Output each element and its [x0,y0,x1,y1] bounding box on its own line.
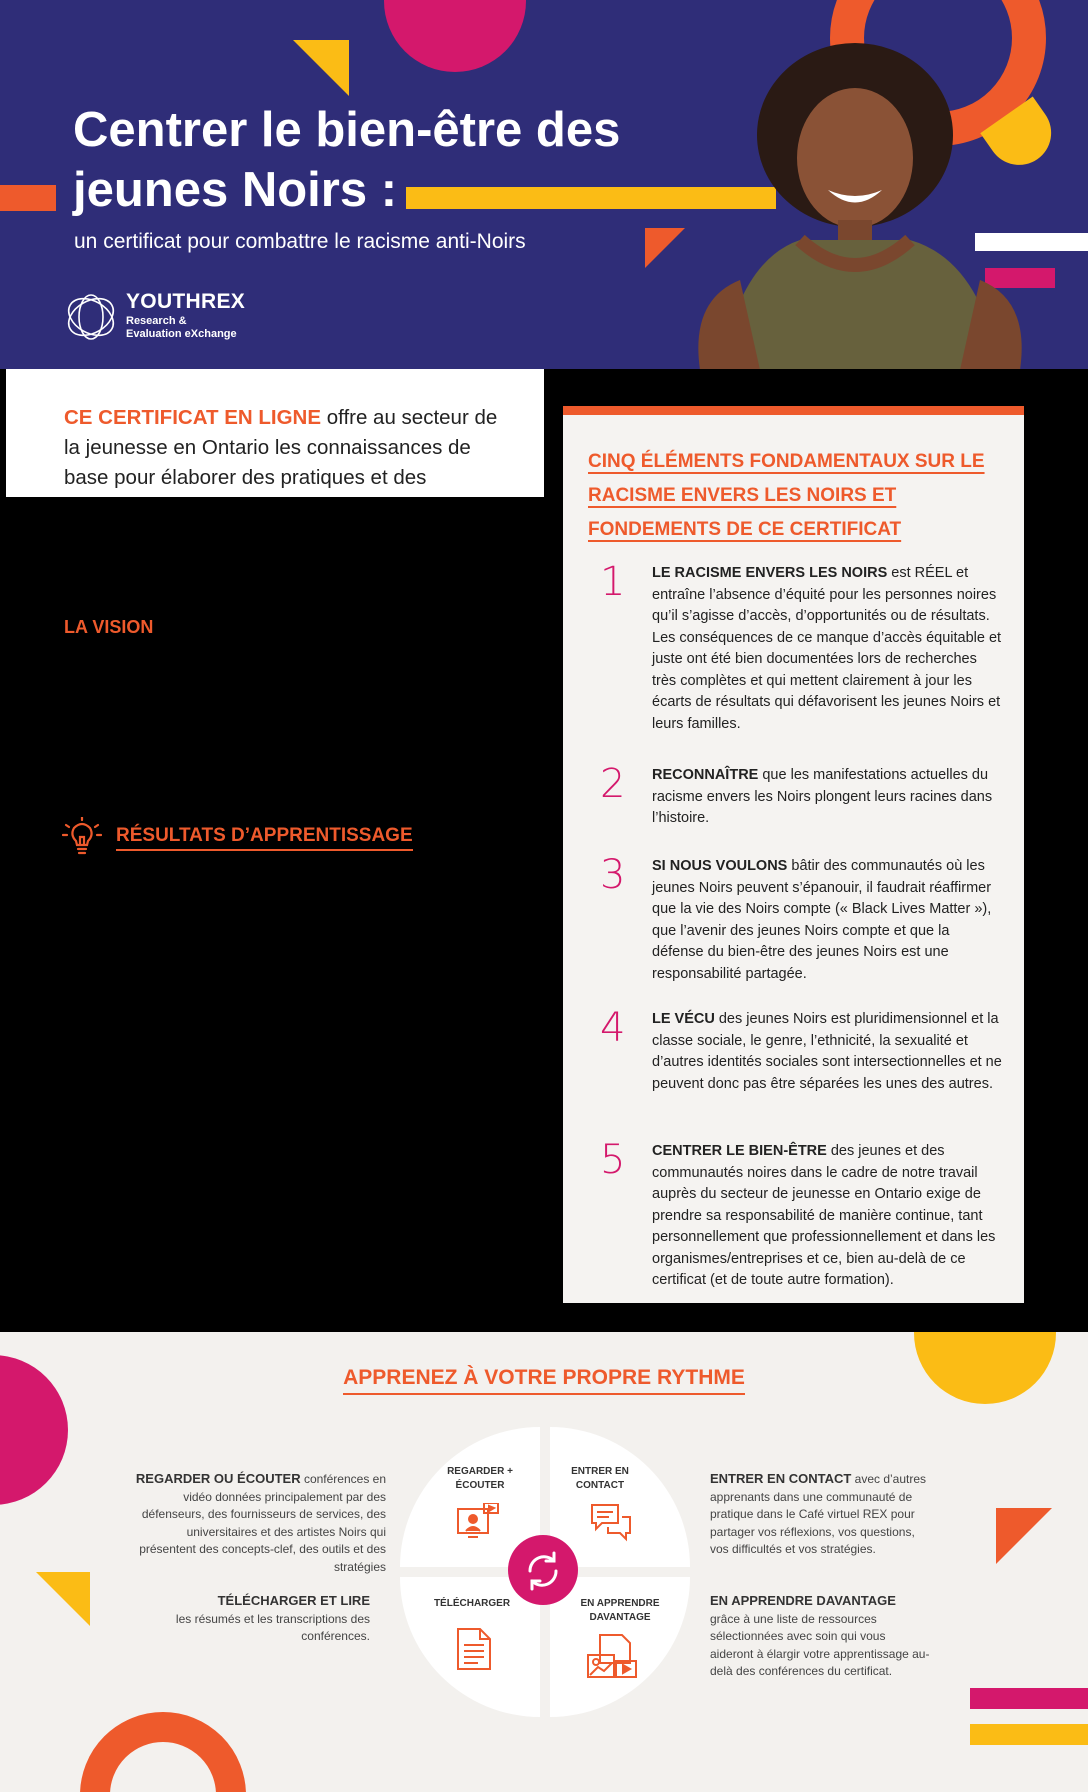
quadrant-label: ENTRER EN CONTACT [571,1466,629,1491]
intro-box [6,369,544,497]
results-heading: RÉSULTATS D’APPRENTISSAGE [116,825,413,851]
text-body: conférences en vidéo données principalement par des défenseurs, des fournisseurs de services, des universitaires et des artistes Noirs qui présentent des concepts-clef, des outils et des stratégies [139,1472,386,1574]
learn-more-text [710,1592,930,1681]
hero-title: Centrer le bien-être des jeunes Noirs : [73,103,621,217]
fundamentals-card [563,406,1024,1303]
logo-tagline-1: Research & [126,315,187,327]
learning-title-text: APPRENEZ À VOTRE PROPRE RYTHME [343,1366,745,1395]
point-lead: RECONNAÎTRE [652,767,759,783]
point-lead: SI NOUS VOULONS [652,858,788,874]
yellow-triangle-shape [293,40,349,96]
point-lead: LE RACISME ENVERS LES NOIRS [652,565,888,581]
orange-ring-shape [80,1712,246,1792]
text-lead: TÉLÉCHARGER ET LIRE [217,1593,370,1608]
orange-bar-shape [0,185,56,211]
logo-name: YOUTHREX [126,290,246,313]
point-number: 3 [600,852,626,898]
hero-subtitle: un certificat pour combattre le racisme anti-Noirs [74,230,526,253]
text-lead: ENTRER EN CONTACT [710,1471,852,1486]
header-banner [0,0,1088,369]
point-text [652,856,1004,985]
yellow-triangle-shape [36,1572,90,1626]
intro-lead: CE CERTIFICAT EN LIGNE [64,406,322,429]
document-icon [456,1627,492,1671]
watch-listen-text [128,1470,386,1576]
intro-body: offre au secteur de la jeunesse en Ontario les connaissances de base pour élaborer des pratiques et des [64,406,498,489]
media-files-icon [586,1633,638,1681]
quadrant-label: REGARDER + ÉCOUTER [447,1466,513,1491]
intro-text [64,403,504,493]
cycle-icon [508,1535,578,1605]
point-number: 2 [600,761,626,807]
point-text [652,1141,1004,1292]
magenta-circle-shape [384,0,526,72]
text-body: les résumés et les transcriptions des conférences. [175,1611,370,1643]
point-text [652,1009,1004,1095]
orange-small-triangle-shape [645,228,685,268]
chat-bubbles-icon [588,1501,632,1545]
point-text [652,563,1004,735]
magenta-bar-shape [970,1688,1088,1709]
portrait-photo [680,40,1040,369]
point-lead: CENTRER LE BIEN-ÊTRE [652,1143,827,1159]
text-body: avec d’autres apprenants dans une communauté de pratique dans le Café virtuel REX pour partager vos réflexions, vos questions, vos difficultés et vos stratégies. [710,1472,927,1556]
point-text [652,765,1004,830]
logo-mark-icon [64,290,118,344]
text-lead: REGARDER OU ÉCOUTER [135,1471,301,1486]
quadrant-label: TÉLÉCHARGER [433,1598,511,1609]
lightbulb-icon [62,817,102,857]
vision-heading: LA VISION [64,617,154,637]
connect-text [710,1470,930,1559]
learning-title [0,1366,1088,1390]
point-lead: LE VÉCU [652,1011,715,1027]
orange-triangle-shape [996,1508,1052,1564]
point-body: des jeunes Noirs est pluridimensionnel et la classe sociale, le genre, l’ethnicité, la sexualité et d’autres identités sociales sont intersectionnelles et ne peuvent donc pas être séparées les unes des autres. [652,1011,1002,1092]
point-number: 5 [600,1137,626,1183]
text-lead: EN APPRENDRE DAVANTAGE [710,1593,896,1608]
quadrant-label: EN APPRENDRE DAVANTAGE [580,1598,660,1623]
download-read-text [170,1592,370,1646]
point-body: des jeunes et des communautés noires dans le cadre de notre travail auprès du secteur de jeunesse en Ontario exige de prendre sa responsabilité de manière continue, tant personnellement que professionnellement et dans les organismes/entreprises et ce, bien au-delà de ce certificat (et de toute autre formation). [652,1143,996,1288]
point-body: bâtir des communautés où les jeunes Noirs peuvent s’épanouir, il faudrait réaffirmer que la vie des Noirs compte (« Black Lives Matter »), que l’avenir des jeunes Noirs compte et que la défense du bien-être des jeunes Noirs est une responsabilité partagée. [652,858,992,982]
point-number: 4 [600,1005,626,1051]
cycle-button[interactable] [508,1535,578,1605]
youthrex-logo [64,290,264,346]
logo-tagline-2: Evaluation eXchange [126,328,237,340]
video-call-icon [456,1503,500,1541]
point-number: 1 [600,559,626,605]
point-body: est RÉEL et entraîne l’absence d’équité pour les personnes noires qu’il s’agisse d’accès, d’opportunités ou de résultats. Les conséquences de ce manque d’accès équitable et juste ont été bien documentées lors de recherches très complètes et qui mettent clairement à jour les écarts de résultats qui défavorisent les jeunes Noirs et leurs familles. [652,565,1002,732]
learning-section [0,1332,1088,1792]
point-body: que les manifestations actuelles du racisme envers les Noirs plongent leurs racines dans l’histoire. [652,767,993,826]
yellow-bar-shape [970,1724,1088,1745]
card-title: CINQ ÉLÉMENTS FONDAMENTAUX SUR LE RACISME ENVERS LES NOIRS ET FONDEMENTS DE CE CERTIFICAT [588,451,985,540]
text-body: grâce à une liste de ressources sélectionnées avec soin qui vous aideront à élargir votre apprentissage au-delà des conférences du certificat. [710,1611,930,1678]
